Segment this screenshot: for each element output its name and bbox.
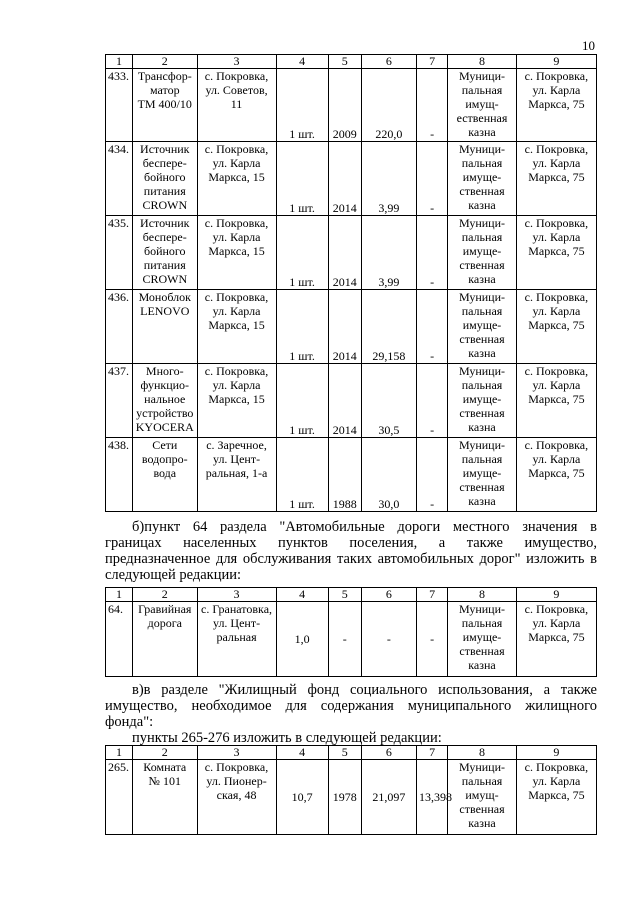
cell-year: 2014 <box>328 364 361 438</box>
property-table-3 <box>105 745 597 835</box>
cell-addr: с. Заречное, ул. Цент- ральная, 1-а <box>197 438 276 512</box>
paragraph-c-line-1: в)в разделе "Жилищный фонд социального использования, а также <box>132 682 597 698</box>
column-header: 6 <box>361 746 416 760</box>
cell-n: 265. <box>106 760 133 835</box>
cell-n: 436. <box>106 290 133 364</box>
cell-value: 3,99 <box>361 216 416 290</box>
cell-year: 2009 <box>328 69 361 142</box>
cell-owner: Муници- пальная имуще- ственная казна <box>448 602 517 677</box>
cell-c7: - <box>416 216 447 290</box>
cell-n: 435. <box>106 216 133 290</box>
cell-addr: с. Покровка, ул. Карла Маркса, 15 <box>197 290 276 364</box>
paragraph-c-line-3: фонда": <box>105 714 154 730</box>
cell-addr: с. Покровка, ул. Карла Маркса, 15 <box>197 142 276 216</box>
cell-loc: с. Покровка, ул. Карла Маркса, 75 <box>516 69 596 142</box>
column-header: 6 <box>361 55 416 69</box>
cell-name: Гравийная дорога <box>133 602 197 677</box>
table-header-row <box>106 746 597 760</box>
column-header: 4 <box>276 746 328 760</box>
cell-c7: - <box>416 438 447 512</box>
cell-value: 21,097 <box>361 760 416 835</box>
column-header: 5 <box>328 588 361 602</box>
cell-c7: - <box>416 142 447 216</box>
cell-qty: 1 шт. <box>276 438 328 512</box>
cell-c7: - <box>416 290 447 364</box>
paragraph-c-line-2: имущество, необходимое для содержания муниципального жилищного <box>105 698 597 714</box>
cell-qty: 1 шт. <box>276 142 328 216</box>
cell-owner: Муници- пальная имуще- ственная казна <box>448 290 517 364</box>
cell-value: - <box>361 602 416 677</box>
cell-loc: с. Покровка, ул. Карла Маркса, 75 <box>516 438 596 512</box>
property-table-2 <box>105 587 597 677</box>
paragraph-b-line-3: предназначенное для обслуживания таких автомобильных дорог" изложить в <box>105 551 597 567</box>
cell-qty: 1 шт. <box>276 364 328 438</box>
paragraph-b-line-2: границах населенных пунктов поселения, а также имущество, <box>105 535 597 551</box>
cell-n: 434. <box>106 142 133 216</box>
cell-loc: с. Покровка, ул. Карла Маркса, 75 <box>516 216 596 290</box>
table-row <box>106 69 597 142</box>
cell-qty: 1 шт. <box>276 69 328 142</box>
column-header: 9 <box>516 588 596 602</box>
column-header: 2 <box>133 55 197 69</box>
column-header: 9 <box>516 746 596 760</box>
cell-owner: Муници- пальная имуще- ственная казна <box>448 438 517 512</box>
column-header: 3 <box>197 55 276 69</box>
cell-c7: - <box>416 602 447 677</box>
cell-owner: Муници- пальная имущ- ественная казна <box>448 69 517 142</box>
table-row <box>106 290 597 364</box>
cell-addr: с. Покровка, ул. Пионер- ская, 48 <box>197 760 276 835</box>
cell-loc: с. Покровка, ул. Карла Маркса, 75 <box>516 142 596 216</box>
column-header: 5 <box>328 746 361 760</box>
property-table-1 <box>105 54 597 512</box>
cell-owner: Муници- пальная имуще- ственная казна <box>448 364 517 438</box>
paragraph-b-line-4: следующей редакции: <box>105 567 242 583</box>
column-header: 5 <box>328 55 361 69</box>
column-header: 6 <box>361 588 416 602</box>
column-header: 8 <box>448 746 517 760</box>
cell-year: 1978 <box>328 760 361 835</box>
column-header: 4 <box>276 588 328 602</box>
cell-loc: с. Покровка, ул. Карла Маркса, 75 <box>516 760 596 835</box>
cell-qty: 1 шт. <box>276 290 328 364</box>
cell-name: Комната № 101 <box>133 760 197 835</box>
cell-value: 30,5 <box>361 364 416 438</box>
cell-n: 438. <box>106 438 133 512</box>
cell-owner: Муници- пальная имуще- ственная казна <box>448 142 517 216</box>
cell-qty: 1,0 <box>276 602 328 677</box>
paragraph-c <box>105 682 597 746</box>
table-row <box>106 602 597 677</box>
paragraph-b-line-1: б)пункт 64 раздела "Автомобильные дороги местного значения в <box>132 519 597 535</box>
cell-c7: - <box>416 364 447 438</box>
column-header: 3 <box>197 746 276 760</box>
table-row <box>106 216 597 290</box>
cell-owner: Муници- пальная имуще- ственная казна <box>448 216 517 290</box>
cell-value: 29,158 <box>361 290 416 364</box>
cell-loc: с. Покровка, ул. Карла Маркса, 75 <box>516 602 596 677</box>
column-header: 7 <box>416 55 447 69</box>
column-header: 4 <box>276 55 328 69</box>
cell-year: 1988 <box>328 438 361 512</box>
cell-loc: с. Покровка, ул. Карла Маркса, 75 <box>516 290 596 364</box>
paragraph-b <box>105 519 597 583</box>
column-header: 7 <box>416 746 447 760</box>
cell-value: 30,0 <box>361 438 416 512</box>
column-header: 2 <box>133 746 197 760</box>
table-row <box>106 760 597 835</box>
cell-n: 433. <box>106 69 133 142</box>
table-row <box>106 438 597 512</box>
cell-year: 2014 <box>328 290 361 364</box>
cell-value: 220,0 <box>361 69 416 142</box>
cell-name: Трансфор- матор ТМ 400/10 <box>133 69 197 142</box>
table-header-row <box>106 588 597 602</box>
column-header: 1 <box>106 746 133 760</box>
cell-loc: с. Покровка, ул. Карла Маркса, 75 <box>516 364 596 438</box>
cell-name: Сети водопро- вода <box>133 438 197 512</box>
column-header: 8 <box>448 55 517 69</box>
cell-addr: с. Покровка, ул. Советов, 11 <box>197 69 276 142</box>
cell-qty: 1 шт. <box>276 216 328 290</box>
cell-addr: с. Покровка, ул. Карла Маркса, 15 <box>197 364 276 438</box>
column-header: 1 <box>106 55 133 69</box>
cell-value: 3,99 <box>361 142 416 216</box>
cell-year: 2014 <box>328 142 361 216</box>
cell-c7: - <box>416 69 447 142</box>
cell-name: Источник беспере- бойного питания CROWN <box>133 216 197 290</box>
cell-n: 437. <box>106 364 133 438</box>
cell-c7: 13,398 <box>416 760 447 835</box>
cell-name: Много- функцио- нальное устройство KYOCERA <box>133 364 197 438</box>
cell-addr: с. Покровка, ул. Карла Маркса, 15 <box>197 216 276 290</box>
cell-year: 2014 <box>328 216 361 290</box>
cell-n: 64. <box>106 602 133 677</box>
cell-owner: Муници- пальная имущ- ственная казна <box>448 760 517 835</box>
column-header: 2 <box>133 588 197 602</box>
column-header: 9 <box>516 55 596 69</box>
table-row <box>106 142 597 216</box>
cell-qty: 10,7 <box>276 760 328 835</box>
column-header: 7 <box>416 588 447 602</box>
cell-addr: с. Гранатовка, ул. Цент- ральная <box>197 602 276 677</box>
table-row <box>106 364 597 438</box>
table-header-row <box>106 55 597 69</box>
cell-name: Моноблок LENOVO <box>133 290 197 364</box>
column-header: 1 <box>106 588 133 602</box>
cell-name: Источник беспере- бойного питания CROWN <box>133 142 197 216</box>
page-number: 10 <box>582 38 595 53</box>
column-header: 8 <box>448 588 517 602</box>
cell-year: - <box>328 602 361 677</box>
column-header: 3 <box>197 588 276 602</box>
paragraph-c-line-4: пункты 265-276 изложить в следующей редакции: <box>132 730 442 746</box>
